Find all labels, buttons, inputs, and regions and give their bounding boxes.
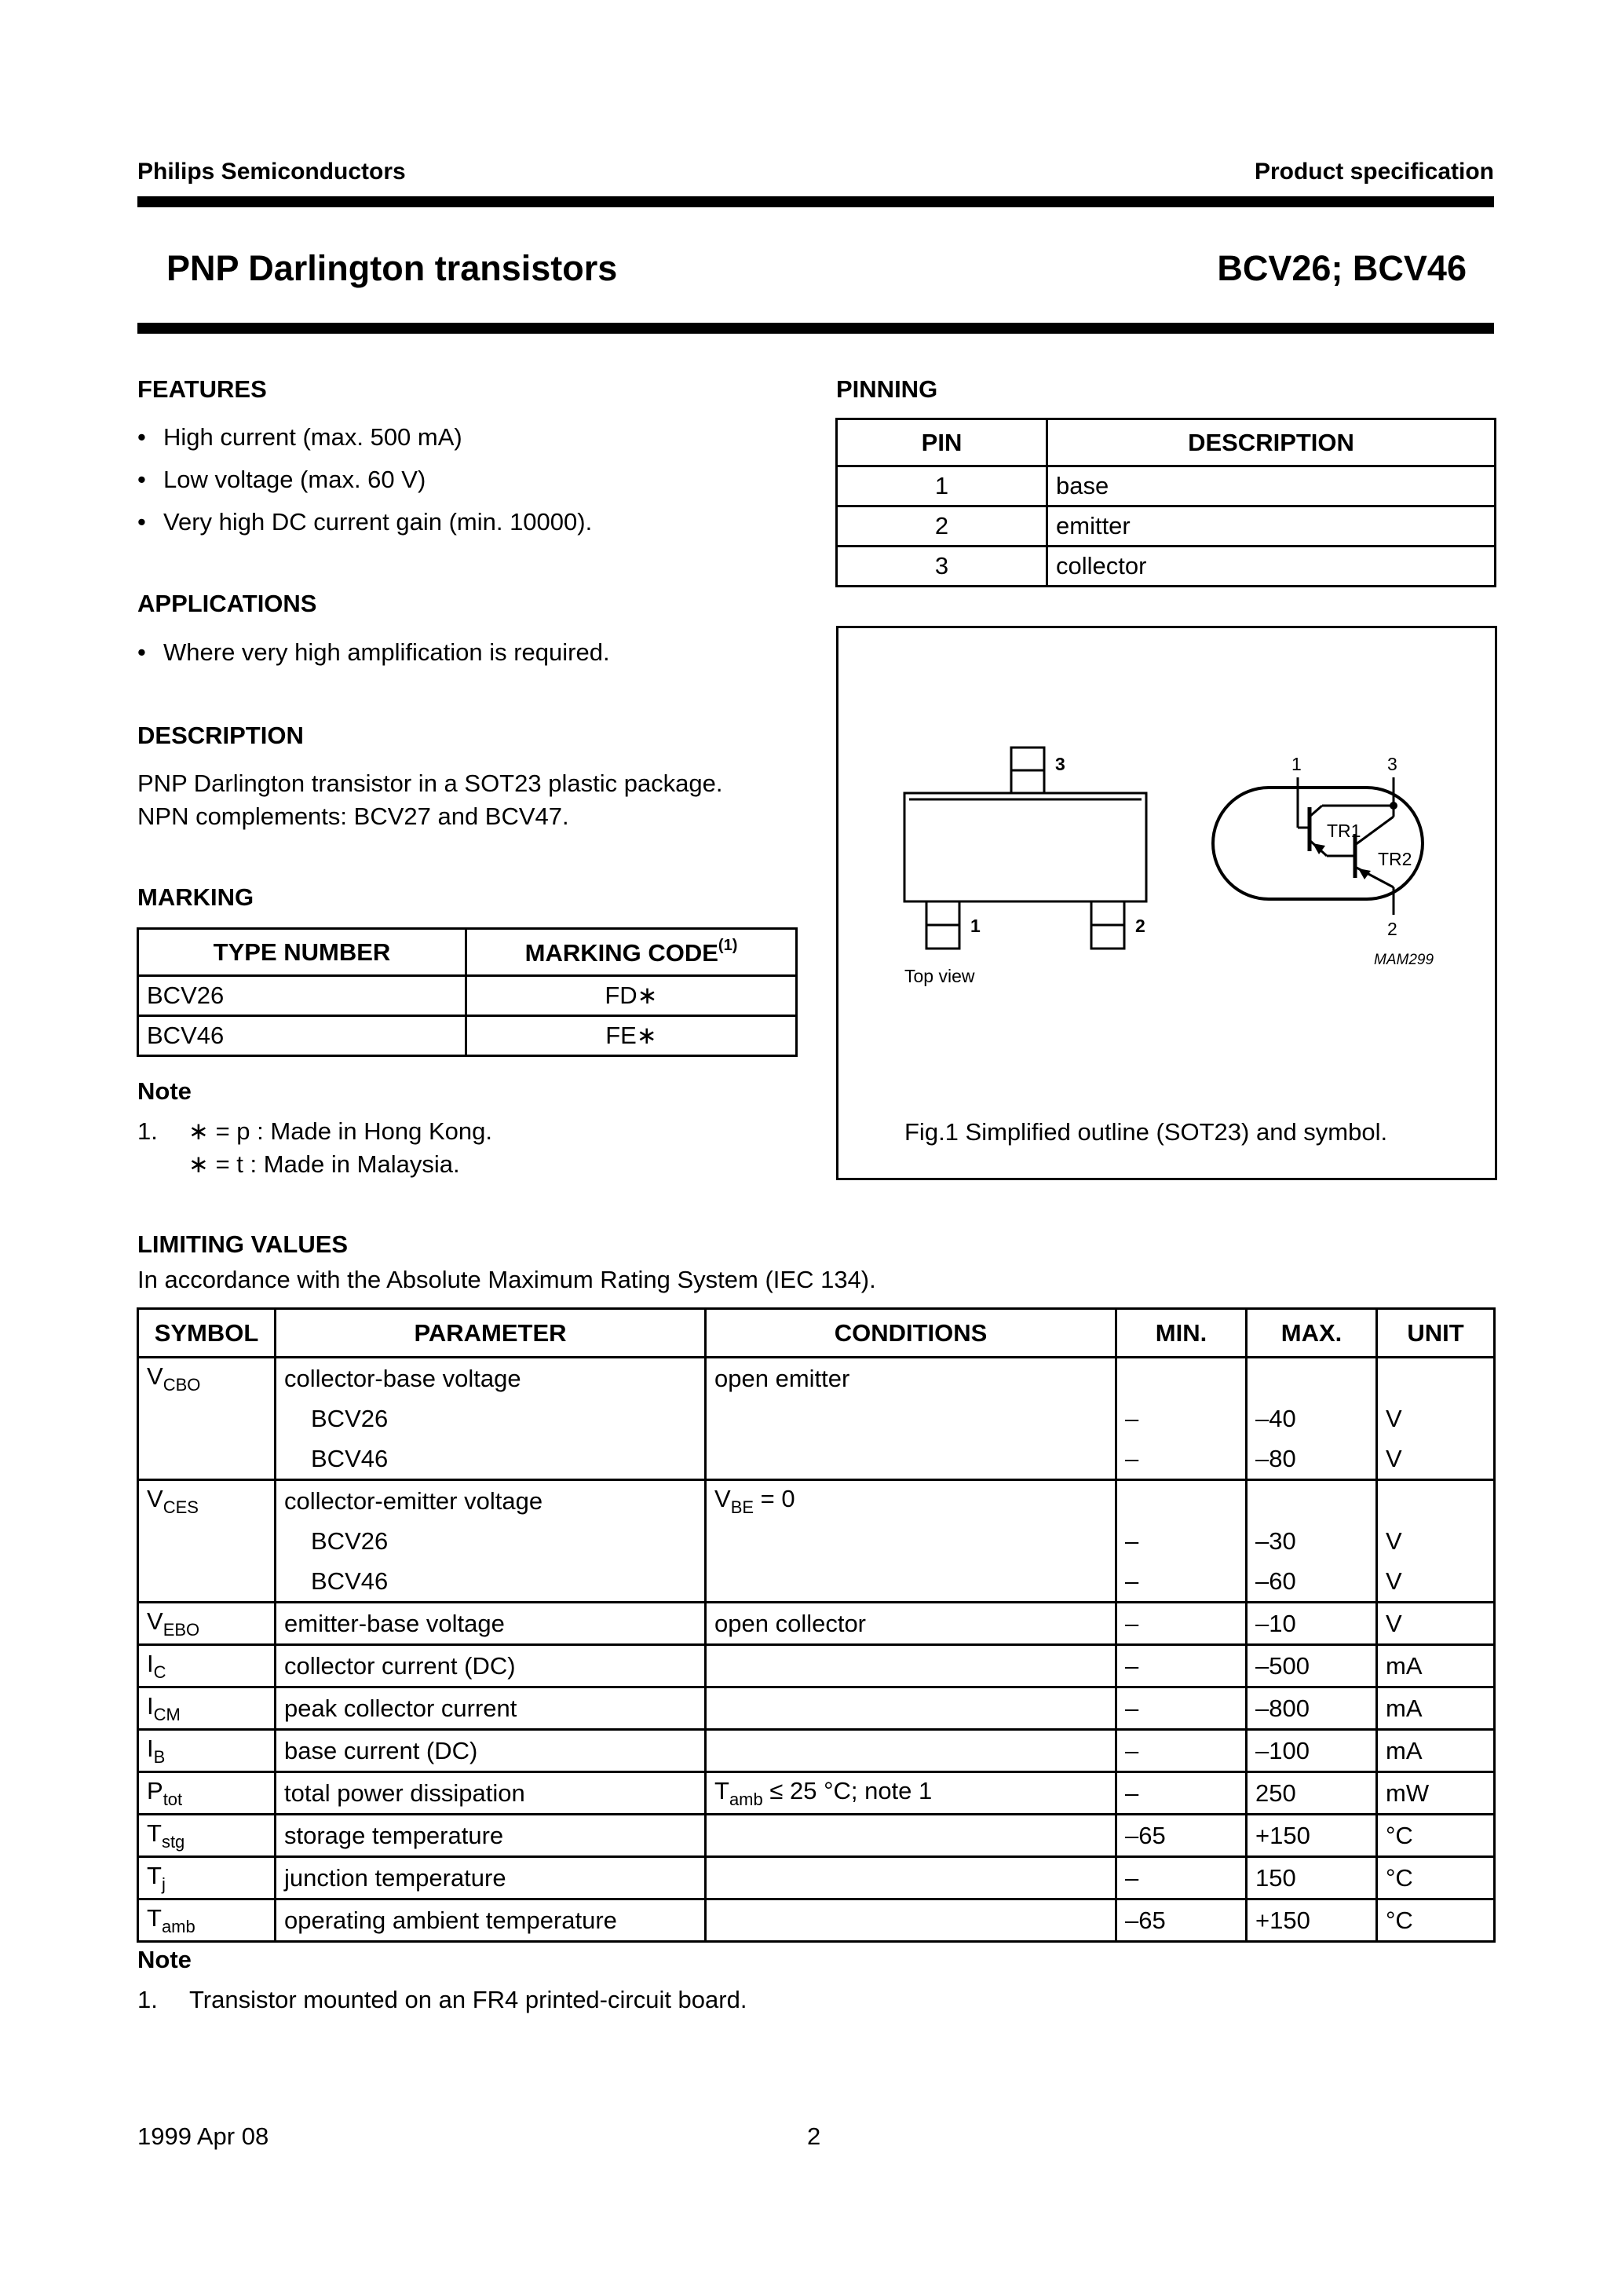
unit-cell: V (1377, 1521, 1495, 1561)
marking-note-heading: Note (137, 1077, 192, 1105)
unit-cell: mA (1377, 1687, 1495, 1730)
footer-date: 1999 Apr 08 (137, 2122, 269, 2150)
code-cell: FE∗ (466, 1016, 797, 1056)
cond-cell (706, 1398, 1116, 1439)
marking-note-num: 1. (137, 1117, 158, 1145)
description-line: NPN complements: BCV27 and BCV47. (137, 803, 569, 830)
col-header-symbol: SYMBOL (138, 1309, 276, 1358)
min-cell: – (1116, 1687, 1247, 1730)
param-cell: collector-emitter voltage (276, 1480, 706, 1522)
package-body (904, 793, 1146, 901)
doc-type: Product specification (1254, 159, 1494, 185)
col-header-marking: MARKING CODE$^{(1)}$ (466, 929, 797, 976)
symbol-pin3-label: 3 (1387, 754, 1397, 774)
list-item: • High current (max. 500 mA) (137, 423, 462, 451)
pin-desc-cell: collector (1047, 547, 1496, 587)
param-cell: junction temperature (276, 1857, 706, 1899)
header-rule (137, 196, 1494, 207)
figure-code: MAM299 (1374, 952, 1434, 968)
max-cell: +150 (1247, 1815, 1377, 1857)
col-header-parameter: PARAMETER (276, 1309, 706, 1358)
figure-caption: Fig.1 Simplified outline (SOT23) and symbol. (904, 1118, 1388, 1146)
top-view-label: Top view (904, 966, 975, 986)
table-row (138, 1398, 1495, 1439)
max-cell: –500 (1247, 1645, 1377, 1687)
limiting-values-table (137, 1307, 1496, 1943)
min-cell: – (1116, 1772, 1247, 1815)
col-header-conditions: CONDITIONS (706, 1309, 1116, 1358)
param-cell: storage temperature (276, 1815, 706, 1857)
table-header-row (138, 1309, 1495, 1358)
description-heading: DESCRIPTION (137, 722, 304, 749)
features-list (137, 416, 592, 543)
note-line: ∗ = t : Made in Malaysia. (188, 1150, 460, 1178)
type-cell: BCV26 (138, 976, 466, 1016)
max-cell: –100 (1247, 1730, 1377, 1772)
symbol-pin2-label: 2 (1387, 919, 1397, 939)
param-cell: operating ambient temperature (276, 1899, 706, 1942)
col-header-description: DESCRIPTION (1047, 419, 1496, 466)
unit-cell: V (1377, 1398, 1495, 1439)
max-cell: –800 (1247, 1687, 1377, 1730)
symbol-cell: $V_{EBO}$ (138, 1603, 276, 1645)
cond-cell: open collector (706, 1603, 1116, 1645)
symbol-cell (138, 1561, 276, 1603)
param-cell: BCV26 (276, 1521, 706, 1561)
symbol-cell: $T_{amb}$ (138, 1899, 276, 1942)
marking-heading: MARKING (137, 883, 254, 911)
unit-cell: mW (1377, 1772, 1495, 1815)
min-cell: – (1116, 1439, 1247, 1480)
pin1-label: 1 (970, 916, 981, 936)
max-cell (1247, 1358, 1377, 1399)
cond-cell (706, 1730, 1116, 1772)
max-cell: 250 (1247, 1772, 1377, 1815)
type-cell: BCV46 (138, 1016, 466, 1056)
cond-cell (706, 1439, 1116, 1480)
limiting-note-num: 1. (137, 1986, 158, 2013)
note-line: ∗ = p : Made in Hong Kong. (188, 1117, 493, 1145)
max-cell (1247, 1480, 1377, 1522)
param-cell: collector current (DC) (276, 1645, 706, 1687)
pin2-label: 2 (1135, 916, 1145, 936)
table-row (138, 1561, 1495, 1603)
param-cell: base current (DC) (276, 1730, 706, 1772)
symbol-cell: $T_j$ (138, 1857, 276, 1899)
cond-cell: $V_{BE} = 0$ (706, 1480, 1116, 1522)
tr2-label: TR2 (1378, 849, 1412, 869)
unit-cell: V (1377, 1561, 1495, 1603)
col-header-max: MAX. (1247, 1309, 1377, 1358)
cond-cell (706, 1857, 1116, 1899)
pin3-label: 3 (1055, 754, 1065, 774)
min-cell: –65 (1116, 1815, 1247, 1857)
table-row (138, 976, 797, 1016)
cond-cell (706, 1561, 1116, 1603)
col-header-unit: UNIT (1377, 1309, 1495, 1358)
table-row (138, 1730, 1495, 1772)
code-cell: FD∗ (466, 976, 797, 1016)
list-item: • Low voltage (max. 60 V) (137, 466, 426, 493)
unit-cell: V (1377, 1439, 1495, 1480)
sot23-outline-and-symbol (838, 628, 1495, 1178)
max-cell: 150 (1247, 1857, 1377, 1899)
tr1-label: TR1 (1327, 821, 1361, 841)
table-row (138, 1772, 1495, 1815)
symbol-cell: $I_{CM}$ (138, 1687, 276, 1730)
list-item: • Where very high amplification is required. (137, 638, 610, 666)
applications-list (137, 631, 610, 674)
table-row (837, 506, 1496, 547)
cond-cell (706, 1521, 1116, 1561)
max-cell: –10 (1247, 1603, 1377, 1645)
marking-note-text (188, 1115, 492, 1181)
pin-cell: 3 (837, 547, 1047, 587)
page-number: 2 (807, 2122, 821, 2150)
description-text (137, 767, 723, 833)
table-row (138, 1603, 1495, 1645)
figure-box (836, 626, 1497, 1180)
unit-cell: mA (1377, 1645, 1495, 1687)
pin-cell: 1 (837, 466, 1047, 506)
symbol-cell (138, 1398, 276, 1439)
cond-cell: open emitter (706, 1358, 1116, 1399)
min-cell: – (1116, 1730, 1247, 1772)
table-row (837, 547, 1496, 587)
features-heading: FEATURES (137, 375, 267, 403)
unit-cell (1377, 1480, 1495, 1522)
param-cell: BCV46 (276, 1439, 706, 1480)
company-name: Philips Semiconductors (137, 159, 406, 185)
list-item: • Very high DC current gain (min. 10000). (137, 508, 593, 536)
symbol-cell: $T_{stg}$ (138, 1815, 276, 1857)
param-cell: collector-base voltage (276, 1358, 706, 1399)
table-row (138, 1687, 1495, 1730)
symbol-cell (138, 1439, 276, 1480)
symbol-cell: $V_{CES}$ (138, 1480, 276, 1522)
table-row (138, 1016, 797, 1056)
symbol-cell: $I_C$ (138, 1645, 276, 1687)
unit-cell: °C (1377, 1815, 1495, 1857)
unit-cell: °C (1377, 1899, 1495, 1942)
min-cell (1116, 1480, 1247, 1522)
cond-cell (706, 1645, 1116, 1687)
junction-dot (1390, 802, 1397, 810)
param-cell: BCV26 (276, 1398, 706, 1439)
table-row (138, 1899, 1495, 1942)
symbol-cell: $V_{CBO}$ (138, 1358, 276, 1399)
param-cell: BCV46 (276, 1561, 706, 1603)
max-cell: –30 (1247, 1521, 1377, 1561)
min-cell: – (1116, 1521, 1247, 1561)
limiting-note-heading: Note (137, 1946, 192, 1973)
symbol-cell: $I_B$ (138, 1730, 276, 1772)
limiting-intro: In accordance with the Absolute Maximum Rating System (IEC 134). (137, 1266, 876, 1293)
pin-cell: 2 (837, 506, 1047, 547)
max-cell: +150 (1247, 1899, 1377, 1942)
table-header-row (138, 929, 797, 976)
applications-heading: APPLICATIONS (137, 590, 317, 617)
marking-table (137, 927, 798, 1057)
param-cell: peak collector current (276, 1687, 706, 1730)
pinning-table (835, 418, 1496, 587)
table-row (138, 1857, 1495, 1899)
symbol-cell (138, 1521, 276, 1561)
max-cell: –80 (1247, 1439, 1377, 1480)
table-row (138, 1439, 1495, 1480)
min-cell: – (1116, 1857, 1247, 1899)
unit-cell: V (1377, 1603, 1495, 1645)
table-header-row (837, 419, 1496, 466)
param-cell: emitter-base voltage (276, 1603, 706, 1645)
min-cell: – (1116, 1398, 1247, 1439)
min-cell (1116, 1358, 1247, 1399)
param-cell: total power dissipation (276, 1772, 706, 1815)
symbol-cell: $P_{tot}$ (138, 1772, 276, 1815)
symbol-pin1-label: 1 (1291, 754, 1302, 774)
title-rule (137, 323, 1494, 334)
page-title: PNP Darlington transistors (166, 248, 618, 288)
table-row (837, 466, 1496, 506)
max-cell: –60 (1247, 1561, 1377, 1603)
unit-cell (1377, 1358, 1495, 1399)
table-row (138, 1480, 1495, 1522)
table-row (138, 1645, 1495, 1687)
col-header-type: TYPE NUMBER (138, 929, 466, 976)
limiting-heading: LIMITING VALUES (137, 1230, 349, 1258)
min-cell: – (1116, 1603, 1247, 1645)
part-number: BCV26; BCV46 (1217, 248, 1467, 288)
col-header-min: MIN. (1116, 1309, 1247, 1358)
cond-cell (706, 1815, 1116, 1857)
min-cell: –65 (1116, 1899, 1247, 1942)
max-cell: –40 (1247, 1398, 1377, 1439)
unit-cell: °C (1377, 1857, 1495, 1899)
unit-cell: mA (1377, 1730, 1495, 1772)
cond-cell: $T_{amb} \le 25$ °C; note 1 (706, 1772, 1116, 1815)
min-cell: – (1116, 1561, 1247, 1603)
pin-desc-cell: base (1047, 466, 1496, 506)
min-cell: – (1116, 1645, 1247, 1687)
col-header-pin: PIN (837, 419, 1047, 466)
table-row (138, 1815, 1495, 1857)
cond-cell (706, 1899, 1116, 1942)
pin-desc-cell: emitter (1047, 506, 1496, 547)
cond-cell (706, 1687, 1116, 1730)
limiting-note-text: Transistor mounted on an FR4 printed-circuit board. (189, 1986, 747, 2013)
table-row (138, 1521, 1495, 1561)
pinning-heading: PINNING (836, 375, 938, 403)
description-line: PNP Darlington transistor in a SOT23 plastic package. (137, 770, 723, 797)
table-row (138, 1358, 1495, 1399)
